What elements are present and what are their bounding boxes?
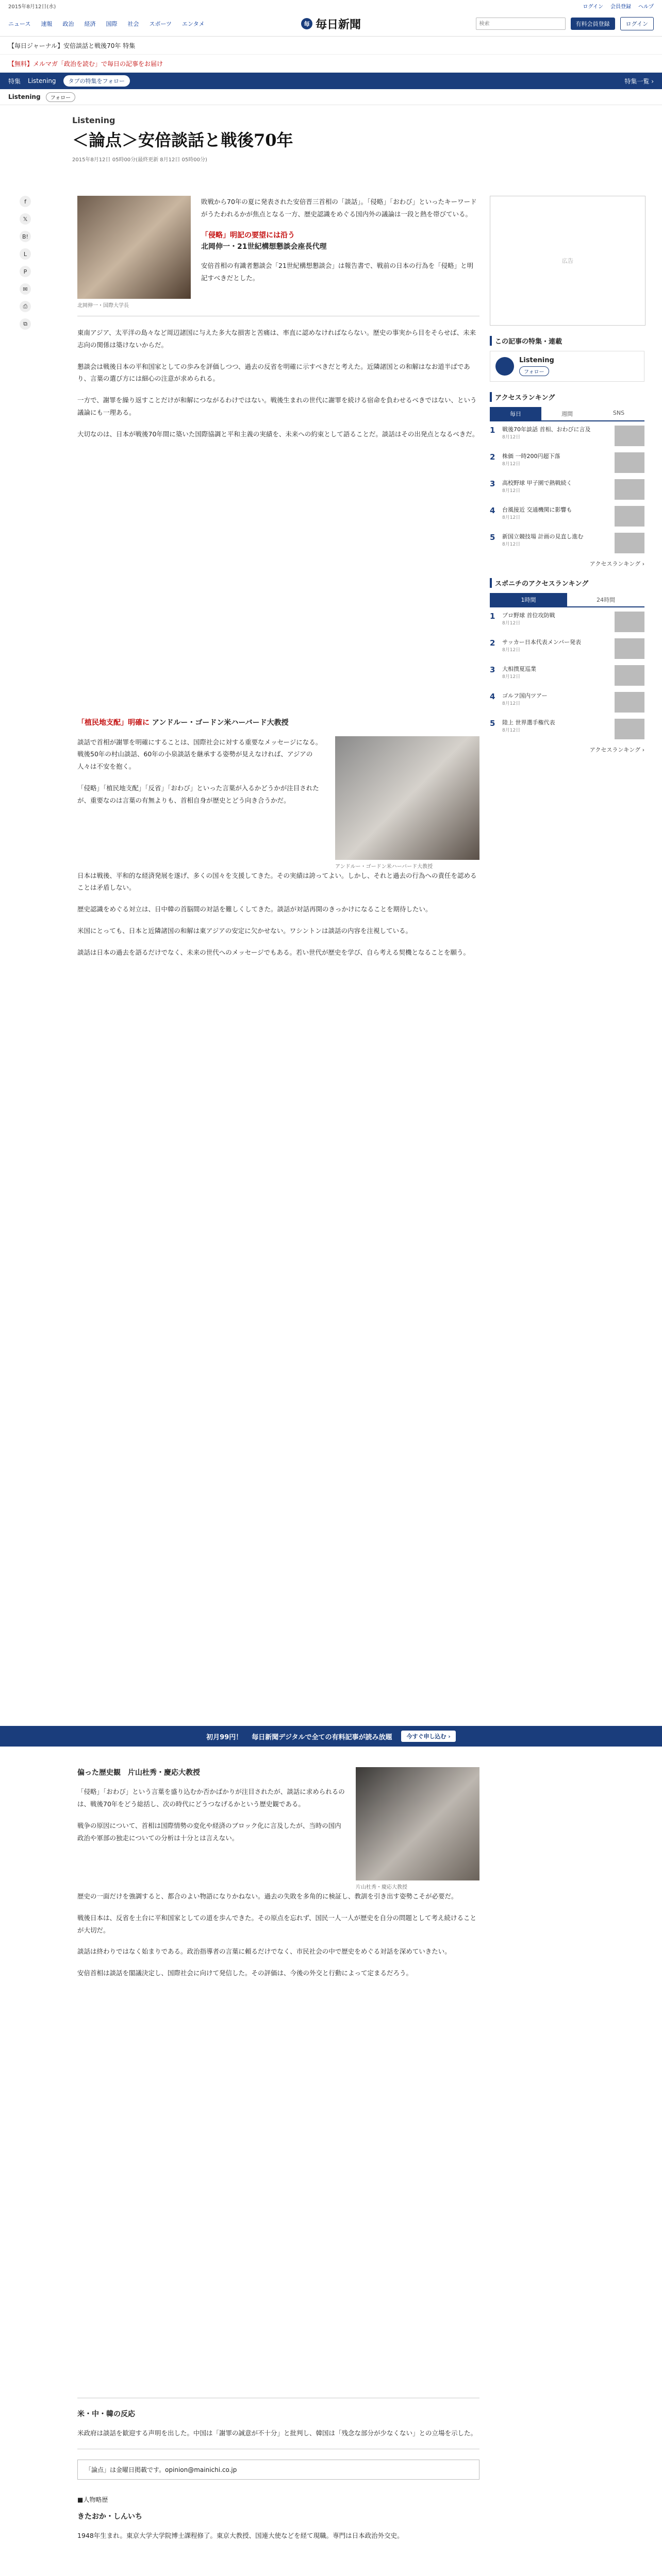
article-paragraph: 歴史の一面だけを強調すると、都合のよい物語になりかねない。過去の失敗を多角的に検証し、教訓を引き出す姿勢こそが必要だ。 — [77, 1892, 458, 1900]
list-item[interactable] — [490, 533, 644, 553]
rank-thumbnail — [615, 638, 644, 659]
rank-date: 8月12日 — [502, 727, 521, 733]
nav-item-society[interactable]: 社会 — [127, 21, 139, 27]
special-notice[interactable] — [0, 55, 662, 73]
article-paragraph: 米政府は談話を歓迎する声明を出した。中国は「謝罪の誠意が不十分」と批判し、韓国は「残念な部分が少なくない」との立場を示した。 — [77, 2429, 477, 2437]
rank-title: サッカー日本代表メンバー発表 — [502, 639, 582, 646]
article-paragraph: 敗戦から70年の夏に発表された安倍晋三首相の「談話」。「侵略」「おわび」といったキーワードがうたわれるかが焦点となる一方、歴史認識をめぐる国内外の議論は一段と熱を帯びている。 — [201, 198, 477, 218]
article-paragraph: 歴史認識をめぐる対立は、日中韓の首脳間の対話を難しくしてきた。談話が対話再開のきっかけになることを期待したい。 — [77, 905, 432, 913]
share-mail-icon[interactable]: ✉ — [20, 283, 31, 295]
site-logo[interactable] — [301, 16, 361, 32]
rank-number: 1 — [490, 426, 495, 435]
nav-item-politics[interactable]: 政治 — [62, 21, 74, 27]
tab-daily[interactable]: 毎日 — [490, 407, 541, 420]
share-hatena-icon[interactable]: B! — [20, 231, 31, 242]
banner-text: 毎日新聞デジタルで全ての有料記事が読み放題 — [252, 1733, 392, 1741]
ranking-list — [490, 426, 644, 553]
rank-number: 5 — [490, 533, 495, 542]
subscribe-button[interactable]: 有料会員登録 — [571, 18, 615, 30]
series-icon — [495, 357, 514, 376]
sports-ranking-tabs — [490, 593, 644, 607]
rank-title: 高校野球 甲子園で熱戦続く — [502, 480, 572, 486]
photo-kitaoka — [77, 196, 191, 299]
share-print-icon[interactable]: ⎙ — [20, 301, 31, 312]
logo-text: 毎日新聞 — [315, 18, 361, 31]
share-line-icon[interactable]: L — [20, 248, 31, 260]
list-item[interactable] — [490, 719, 644, 739]
article-paragraph: 一方で、謝罪を繰り返すことだけが和解につながるわけではない。戦後生まれの世代に謝罪を続ける宿命を負わせるべきではない、という議論にも一理ある。 — [77, 396, 477, 416]
tab-24h[interactable]: 24時間 — [597, 597, 615, 603]
series-name: Listening — [519, 357, 554, 364]
article-paragraph: 安倍首相は談話を閣議決定し、国際社会に向けて発信した。その評価は、今後の外交と行動によって定まるだろう。 — [77, 1969, 413, 1977]
rank-thumbnail — [615, 452, 644, 473]
list-item[interactable] — [490, 692, 644, 713]
rank-date: 8月12日 — [502, 620, 521, 626]
article-paragraph: 戦争の原因について、首相は国際情勢の変化や経済のブロック化に言及したが、当時の国内政治や軍部の独走についての分析は十分とは言えない。 — [77, 1821, 341, 1842]
series-heading: この記事の特集・連載 — [490, 336, 644, 346]
section-heading-author: 北岡伸一・21世紀構想懇談会座長代理 — [201, 242, 327, 251]
nav-item-flash[interactable]: 速報 — [41, 21, 53, 27]
article-body-continued — [77, 1767, 479, 2551]
logo-mark: 毎 — [301, 18, 312, 29]
article-paragraph: 談話で首相が謝罪を明確にすることは、国際社会に対する重要なメッセージになる。戦後50年の村山談話、60年の小泉談話を継承する姿勢が見えなければ、アジアの人々は不安を抱く。 — [77, 738, 322, 771]
article-paragraph: 日本は戦後、平和的な経済発展を遂げ、多くの国々を支援してきた。その実績は誇ってよい。しかし、それと過去の行為への責任を認めることは矛盾しない。 — [77, 871, 477, 892]
opinion-box-text: 「論点」は金曜日掲載です。opinion@mainichi.co.jp — [85, 2466, 237, 2473]
rank-date: 8月12日 — [502, 647, 521, 653]
article-paragraph: 大切なのは、日本が戦後70年間に築いた国際協調と平和主義の実績を、未来への約束として語ることだ。談話はその出発点となるべきだ。 — [77, 430, 479, 438]
profile-name: きたおか・しんいち — [77, 2512, 142, 2521]
share-x-icon[interactable]: 𝕏 — [20, 213, 31, 225]
list-item[interactable] — [490, 506, 644, 527]
rank-date: 8月12日 — [502, 515, 521, 520]
category-subsection[interactable]: Listening — [28, 77, 56, 84]
banner-price: 初月99円！ — [206, 1733, 243, 1741]
article-paragraph: 戦後日本は、反省を土台に平和国家としての道を歩んできた。その原点を忘れず、国民一人一人が歴史を自分の問題として考え続けることが大切だ。 — [77, 1913, 477, 1934]
list-item[interactable] — [490, 452, 644, 473]
article-meta: 2015年8月12日 05時00分(最終更新 8月12日 05時00分) — [72, 157, 207, 163]
rank-title: プロ野球 首位攻防戦 — [502, 612, 555, 619]
rank-number: 2 — [490, 638, 495, 648]
article-paragraph: 東南アジア、太平洋の島々など周辺諸国に与えた多大な損害と苦痛は、率直に認めなければならない。歴史の事実から目をそらせば、未来志向の関係は築けないからだ。 — [77, 329, 476, 349]
campaign-notice-text: 【毎日ジャーナル】安倍談話と戦後70年 特集 — [8, 42, 136, 49]
campaign-notice[interactable] — [0, 37, 662, 55]
section-heading: 偏った歴史観 片山杜秀・慶応大教授 — [77, 1769, 200, 1777]
photo-caption: アンドルー・ゴードン米ハーバード大教授 — [335, 863, 433, 870]
rank-date: 8月12日 — [502, 461, 521, 467]
rank-date: 8月12日 — [502, 674, 521, 680]
series-bar — [0, 89, 662, 105]
ranking-heading: アクセスランキング — [490, 392, 644, 402]
share-toolbar — [20, 196, 32, 330]
series-follow-button[interactable]: フォロー — [46, 92, 76, 102]
share-copy-icon[interactable]: ⧉ — [20, 318, 31, 330]
rank-date: 8月12日 — [502, 434, 521, 440]
rank-number: 4 — [490, 506, 495, 515]
category-bar — [0, 73, 662, 89]
share-pocket-icon[interactable]: P — [20, 266, 31, 277]
rank-date: 8月12日 — [502, 488, 521, 494]
rank-thumbnail — [615, 692, 644, 713]
global-nav — [8, 20, 205, 28]
ranking-more-link[interactable]: アクセスランキング › — [589, 561, 644, 567]
rank-title: ゴルフ国内ツアー — [502, 692, 548, 699]
rank-thumbnail — [615, 719, 644, 739]
article-kicker: Listening — [72, 115, 115, 125]
opinion-box — [77, 2460, 479, 2480]
article-paragraph: 談話は終わりではなく始まりである。政治指導者の言葉に頼るだけでなく、市民社会の中で歴史をめぐる対話を深めていきたい。 — [77, 1947, 451, 1956]
rank-title: 陸上 世界選手権代表 — [502, 719, 555, 726]
rank-thumbnail — [615, 426, 644, 446]
follow-series-chip[interactable]: タブの特集をフォロー — [63, 75, 130, 87]
ad-label: 広告 — [562, 258, 573, 264]
profile-text: 1948年生まれ。東京大学大学院博士課程修了。東京大教授、国連大使などを経て現職。専門は日本政治外交史。 — [77, 2532, 404, 2540]
section-heading-title: 「植民地支配」明確に — [77, 719, 150, 727]
sidebar — [490, 196, 644, 764]
topbar-link-login[interactable]: ログイン — [583, 4, 603, 10]
article-paragraph: 懇談会は戦後日本の平和国家としての歩みを評価しつつ、過去の反省を明確に示すべきだと考えた。近隣諸国との和解はなお道半ばであり、言葉の選び方には細心の注意が求められる。 — [77, 362, 470, 383]
rank-number: 4 — [490, 692, 495, 701]
section-heading — [201, 230, 479, 253]
article-paragraph: 米国にとっても、日本と近隣諸国の和解は東アジアの安定に欠かせない。ワシントンは談話の内容を注視している。 — [77, 926, 412, 935]
topbar-link-help[interactable]: ヘルプ — [638, 4, 654, 10]
nav-item-sports[interactable]: スポーツ — [149, 21, 172, 27]
ranking-tabs — [490, 407, 644, 421]
sports-ranking-more-link[interactable]: アクセスランキング › — [589, 747, 644, 753]
rank-title: 戦後70年談話 首相、おわびに言及 — [502, 426, 591, 433]
login-button[interactable]: ログイン — [620, 17, 654, 30]
share-facebook-icon[interactable]: f — [20, 196, 31, 207]
site-header — [0, 11, 662, 37]
search-input[interactable] — [476, 18, 566, 30]
section-heading: 米・中・韓の反応 — [77, 2410, 135, 2418]
series-card[interactable] — [490, 351, 644, 382]
rank-number: 5 — [490, 719, 495, 728]
series-list-link[interactable]: 特集一覧 › — [624, 77, 654, 85]
list-item[interactable] — [490, 612, 644, 632]
top-bar — [0, 0, 662, 11]
rank-date: 8月12日 — [502, 541, 521, 547]
rank-thumbnail — [615, 612, 644, 632]
article-headline: ＜論点＞安倍談話と戦後70年 — [72, 130, 293, 150]
section-heading — [77, 717, 479, 728]
rank-thumbnail — [615, 533, 644, 553]
article-paragraph: 「侵略」「おわび」という言葉を盛り込むか否かばかりが注目されたが、談話に求められるのは、戦後70年をどう総括し、次の時代にどうつなげるかという歴史観である。 — [77, 1788, 345, 1808]
rank-number: 3 — [490, 665, 495, 674]
photo-katayama — [356, 1767, 479, 1880]
category-section[interactable]: 特集 — [8, 77, 21, 85]
rank-title: 大相撲夏巡業 — [502, 666, 536, 672]
special-notice-text: 【無料】メルマガ「政治を読む」で毎日の記事をお届け — [8, 60, 163, 67]
article-paragraph: 「侵略」「植民地支配」「反省」「おわび」といった言葉が入るかどうかが注目されたが、重要なのは言葉の有無よりも、首相自身が歴史とどう向き合うかだ。 — [77, 784, 319, 804]
series-card-follow-button[interactable]: フォロー — [519, 366, 549, 376]
ad-slot[interactable] — [490, 196, 646, 326]
rank-thumbnail — [615, 479, 644, 500]
banner-cta-button[interactable]: 今すぐ申し込む › — [401, 1731, 455, 1742]
current-date: 2015年8月12日(水) — [8, 4, 56, 10]
photo-caption: 北岡伸一・国際大学長 — [77, 303, 129, 309]
nav-item-news[interactable]: ニュース — [8, 21, 31, 27]
article-header — [0, 105, 662, 168]
photo-caption: 片山杜秀・慶応大教授 — [356, 1885, 407, 1890]
list-item[interactable] — [490, 665, 644, 686]
section-heading-author: アンドルー・ゴードン米ハーバード大教授 — [152, 719, 289, 727]
tab-hourly[interactable]: 1時間 — [490, 593, 567, 606]
rank-number: 2 — [490, 452, 495, 462]
article-body — [77, 196, 479, 1184]
rank-thumbnail — [615, 506, 644, 527]
topbar-link-register[interactable]: 会員登録 — [610, 4, 631, 10]
section-heading-title: 「侵略」明記の要望には沿う — [201, 231, 295, 240]
rank-number: 3 — [490, 479, 495, 488]
list-item[interactable] — [490, 479, 644, 500]
list-item[interactable] — [490, 638, 644, 659]
rank-title: 新国立競技場 計画の見直し進む — [502, 533, 584, 540]
rank-title: 株価 一時200円超下落 — [502, 453, 560, 460]
tab-weekly[interactable]: 週間 — [561, 411, 573, 417]
rank-date: 8月12日 — [502, 701, 521, 706]
subscribe-banner[interactable] — [0, 1726, 662, 1747]
rank-number: 1 — [490, 612, 495, 621]
nav-item-economy[interactable]: 経済 — [84, 21, 96, 27]
article-paragraph: 談話は日本の過去を語るだけでなく、未来の世代へのメッセージでもある。若い世代が歴史を学び、自ら考える契機となることを願う。 — [77, 948, 470, 956]
profile-heading: ■人物略歴 — [77, 2496, 108, 2503]
sports-ranking-list — [490, 612, 644, 739]
list-item[interactable] — [490, 426, 644, 446]
rank-title: 台風接近 交通機関に影響も — [502, 506, 572, 513]
rank-thumbnail — [615, 665, 644, 686]
sports-ranking-heading: スポニチのアクセスランキング — [490, 578, 644, 588]
nav-item-world[interactable]: 国際 — [106, 21, 118, 27]
photo-gordon — [335, 736, 479, 860]
series-tag[interactable]: Listening — [8, 93, 41, 100]
nav-item-entertainment[interactable]: エンタメ — [182, 21, 205, 27]
tab-sns[interactable]: SNS — [613, 410, 625, 416]
article-paragraph: 安倍首相の有識者懇談会「21世紀構想懇談会」は報告書で、戦前の日本の行為を「侵略」と明記すべきだとした。 — [201, 262, 474, 282]
